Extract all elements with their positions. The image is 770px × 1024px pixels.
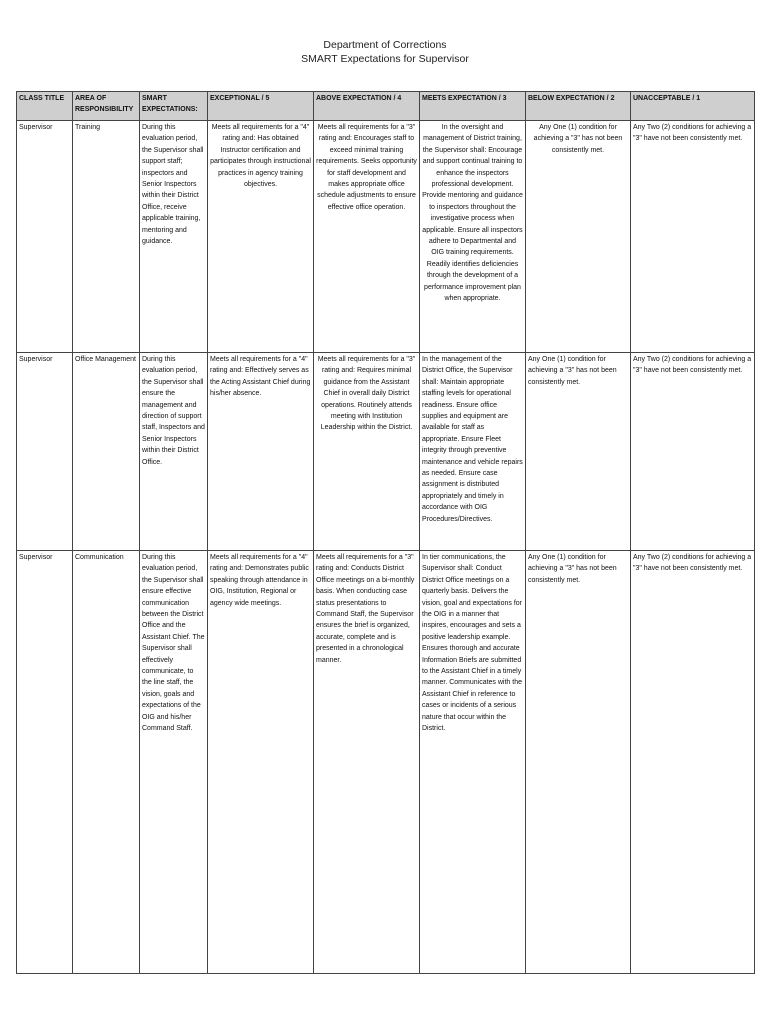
header-exceptional: EXCEPTIONAL / 5 bbox=[208, 92, 314, 121]
cell-meets: In tier communications, the Supervisor shall: Conduct District Office meetings on a quarterly basis. Delivers the vision, goal and expectations for the OIG in a manner that inspires, encourages and sets a positive leadership example. Ensures thorough and accurate Information Briefs are submitted to the Assistant Chief in a timely manner. Communicates with the Assistant Chief in reference to cases or incidents of a serious nature that occur within the District. bbox=[420, 551, 526, 974]
table-row bbox=[17, 551, 755, 974]
header-below-expectation: BELOW EXPECTATION / 2 bbox=[526, 92, 631, 121]
cell-smart: During this evaluation period, the Supervisor shall ensure effective communication between the District Office and the Assistant Chief. The Supervisor shall effectively communicate, to the line staff, the vision, goals and expectations of the OIG and his/her Command Staff. bbox=[140, 551, 208, 974]
cell-unacceptable: Any Two (2) conditions for achieving a "3" have not been consistently met. bbox=[631, 121, 755, 353]
table-row bbox=[17, 353, 755, 551]
cell-area: Training bbox=[73, 121, 140, 353]
cell-smart: During this evaluation period, the Supervisor shall support staff; inspectors and Senior Inspectors within their District Office, receive applicable training, mentoring and guidance. bbox=[140, 121, 208, 353]
header-above-expectation: ABOVE EXPECTATION / 4 bbox=[314, 92, 420, 121]
table-header-row bbox=[17, 92, 755, 121]
cell-above: Meets all requirements for a "3" rating and: Requires minimal guidance from the Assistant Chief in overall daily District operations. Routinely attends meeting with Institution Leadership within the District. bbox=[314, 353, 420, 551]
cell-area: Office Management bbox=[73, 353, 140, 551]
cell-class-title: Supervisor bbox=[17, 551, 73, 974]
cell-class-title: Supervisor bbox=[17, 121, 73, 353]
cell-area: Communication bbox=[73, 551, 140, 974]
cell-below: Any One (1) condition for achieving a "3" has not been consistently met. bbox=[526, 551, 631, 974]
cell-class-title: Supervisor bbox=[17, 353, 73, 551]
document-title-block bbox=[0, 38, 770, 66]
cell-meets: In the oversight and management of District training, the Supervisor shall: Encourage and support continual training to enhance the inspectors professional development. Provide mentoring and guidance to inspectors throughout the investigative process when applicable. Ensure all inspectors adhere to Departmental and OIG training requirements. Readily identifies deficiencies through the development of a performance improvement plan when appropriate. bbox=[420, 121, 526, 353]
cell-unacceptable: Any Two (2) conditions for achieving a "3" have not been consistently met. bbox=[631, 353, 755, 551]
expectations-table bbox=[16, 91, 755, 974]
document-title: Department of Corrections bbox=[323, 39, 447, 51]
cell-exceptional: Meets all requirements for a "4" rating and: Demonstrates public speaking through attendance in OIG, Institution, Regional or agency wide meetings. bbox=[208, 551, 314, 974]
cell-below: Any One (1) condition for achieving a "3" has not been consistently met. bbox=[526, 121, 631, 353]
document-subtitle: SMART Expectations for Supervisor bbox=[301, 53, 469, 65]
cell-above: Meets all requirements for a "3" rating and: Conducts District Office meetings on a bi-monthly basis. When conducting case status presentations to Command Staff, the Supervisor ensures the brief is organized, accurate, complete and is presented in a chronological manner. bbox=[314, 551, 420, 974]
cell-meets: In the management of the District Office, the Supervisor shall: Maintain appropriate staffing levels for operational readiness. Ensure office supplies and equipment are available for staff as appropriate. Ensure Fleet integrity through preventive maintenance and vehicle repairs as needed. Ensure case assignment is distributed appropriately and timely in accordance with OIG Procedures/Directives. bbox=[420, 353, 526, 551]
header-meets-expectation: MEETS EXPECTATION / 3 bbox=[420, 92, 526, 121]
header-smart-expectations: SMART EXPECTATIONS: bbox=[140, 92, 208, 121]
cell-below: Any One (1) condition for achieving a "3" has not been consistently met. bbox=[526, 353, 631, 551]
cell-above: Meets all requirements for a "3" rating and: Encourages staff to exceed minimal training requirements. Seeks opportunity for staff development and makes appropriate office schedule adjustments to ensure effective office operation. bbox=[314, 121, 420, 353]
table-row bbox=[17, 121, 755, 353]
cell-smart: During this evaluation period, the Supervisor shall ensure the management and direction of support staff, Inspectors and Senior Inspectors within their District Office. bbox=[140, 353, 208, 551]
header-class-title: CLASS TITLE bbox=[17, 92, 73, 121]
cell-exceptional: Meets all requirements for a "4" rating and: Effectively serves as the Acting Assistant Chief during his/her absence. bbox=[208, 353, 314, 551]
cell-unacceptable: Any Two (2) conditions for achieving a "3" have not been consistently met. bbox=[631, 551, 755, 974]
header-area-of-responsibility: AREA OF RESPONSIBILITY bbox=[73, 92, 140, 121]
cell-exceptional: Meets all requirements for a "4" rating and: Has obtained Instructor certification and participates through instructional practices in agency training objectives. bbox=[208, 121, 314, 353]
header-unacceptable: UNACCEPTABLE / 1 bbox=[631, 92, 755, 121]
